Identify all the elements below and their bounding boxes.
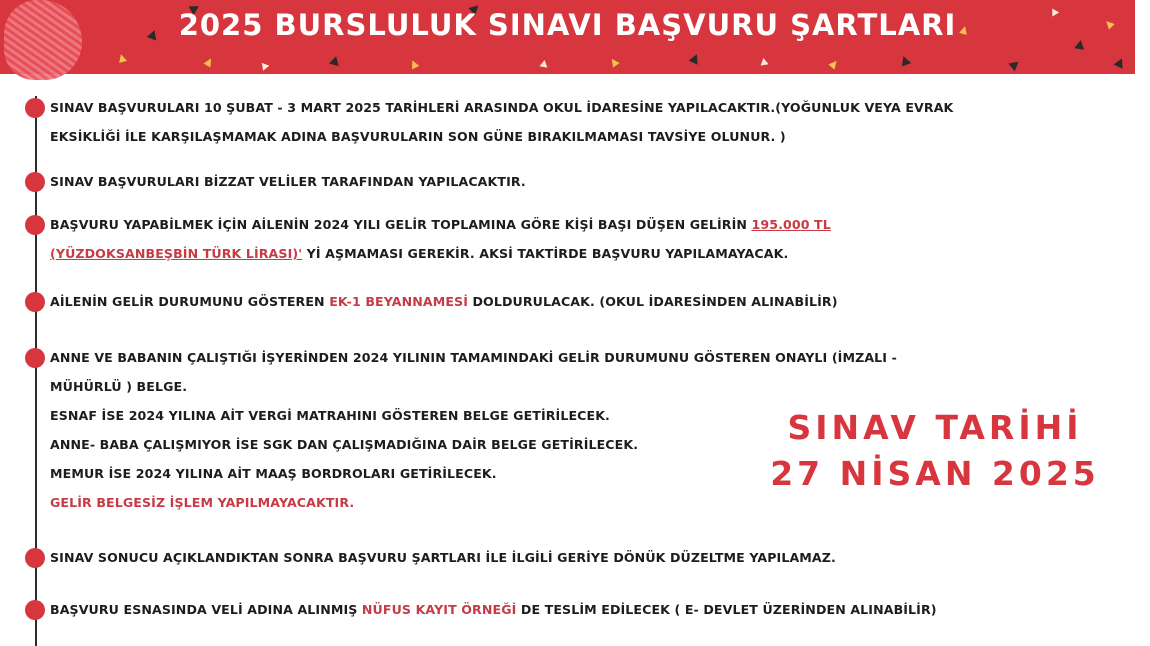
confetti-shape xyxy=(1114,56,1127,68)
bullet-dot-icon xyxy=(25,172,45,192)
redaction-scribble xyxy=(4,0,82,80)
item-text: AİLENİN GELİR DURUMUNU GÖSTEREN xyxy=(50,294,330,309)
confetti-shape xyxy=(759,57,768,65)
item-text: EKSİKLİĞİ İLE KARŞILAŞMAMAK ADINA BAŞVURULARIN SON GÜNE BIRAKILMAMASI TAVSİYE OLUNUR. ) xyxy=(50,129,786,144)
confetti-shape xyxy=(539,59,548,67)
item-text: BAŞVURU YAPABİLMEK İÇİN AİLENİN 2024 YILI GELİR TOPLAMINA GÖRE KİŞİ BAŞI DÜŞEN GELİRİN xyxy=(50,217,752,232)
item-text: SINAV BAŞVURULARI BİZZAT VELİLER TARAFINDAN YAPILACAKTIR. xyxy=(50,174,526,189)
item-text: ESNAF İSE 2024 YILINA AİT VERGİ MATRAHINI GÖSTEREN BELGE GETİRİLECEK. xyxy=(50,408,610,423)
income-limit-amount: 195.000 TL xyxy=(751,217,831,232)
bullet-dot-icon xyxy=(25,292,45,312)
bullet-dot-icon xyxy=(25,98,45,118)
item-text: BAŞVURU ESNASINDA VELİ ADINA ALINMIŞ xyxy=(50,602,362,617)
confetti-shape xyxy=(1008,58,1021,71)
income-limit-words: (YÜZDOKSANBEŞBİN TÜRK LİRASI)' xyxy=(50,246,303,261)
form-name-highlight: EK-1 BEYANNAMESİ xyxy=(329,294,469,309)
exam-date-label: SINAV TARİHİ xyxy=(787,408,1083,447)
confetti-shape xyxy=(899,55,911,67)
warning-text: GELİR BELGESİZ İŞLEM YAPILMAYACAKTIR. xyxy=(50,495,355,510)
item-text: DE TESLİM EDİLECEK ( E- DEVLET ÜZERİNDEN ALINABİLİR) xyxy=(516,602,937,617)
confetti-shape xyxy=(608,56,619,67)
confetti-shape xyxy=(329,55,341,66)
confetti-shape xyxy=(259,60,270,71)
confetti-shape xyxy=(828,58,839,69)
item-text: MEMUR İSE 2024 YILINA AİT MAAŞ BORDROLARI GETİRİLECEK. xyxy=(50,466,497,481)
item-text: SINAV BAŞVURULARI 10 ŞUBAT - 3 MART 2025 TARİHLERİ ARASINDA OKUL İDARESİNE YAPILACAKTIR.(YOĞUNLUK VEYA EVRAK xyxy=(50,100,954,115)
confetti-shape xyxy=(204,57,215,68)
item-text: ANNE- BABA ÇALIŞMIYOR İSE SGK DAN ÇALIŞMADIĞINA DAİR BELGE GETİRİLECEK. xyxy=(50,437,639,452)
item-text: Yİ AŞMAMASI GEREKİR. AKSİ TAKTİRDE BAŞVURU YAPILAMAYACAK. xyxy=(302,246,789,261)
bullet-dot-icon xyxy=(25,600,45,620)
item-text: MÜHÜRLÜ ) BELGE. xyxy=(50,379,188,394)
item-text: ANNE VE BABANIN ÇALIŞTIĞI İŞYERİNDEN 2024 YILININ TAMAMINDAKİ GELİR DURUMUNU GÖSTEREN ONAYLI (İMZALI - xyxy=(50,350,897,365)
exam-date-callout xyxy=(770,405,1100,497)
document-name-highlight: NÜFUS KAYIT ÖRNEĞİ xyxy=(361,602,517,617)
item-text: DOLDURULACAK. (OKUL İDARESİNDEN ALINABİLİR) xyxy=(468,294,838,309)
bullet-dot-icon xyxy=(25,348,45,368)
bullet-dot-icon xyxy=(25,215,45,235)
page-title: 2025 BURSLULUK SINAVI BAŞVURU ŞARTLARI xyxy=(178,8,957,42)
header-banner xyxy=(0,0,1135,74)
item-text: SINAV SONUCU AÇIKLANDIKTAN SONRA BAŞVURU ŞARTLARI İLE İLGİLİ GERİYE DÖNÜK DÜZELTME YAPILAMAZ. xyxy=(50,550,836,565)
confetti-shape xyxy=(689,52,702,64)
bullet-dot-icon xyxy=(25,548,45,568)
exam-date-value: 27 NİSAN 2025 xyxy=(770,454,1100,493)
confetti-shape xyxy=(409,59,420,70)
confetti-shape xyxy=(117,53,127,63)
